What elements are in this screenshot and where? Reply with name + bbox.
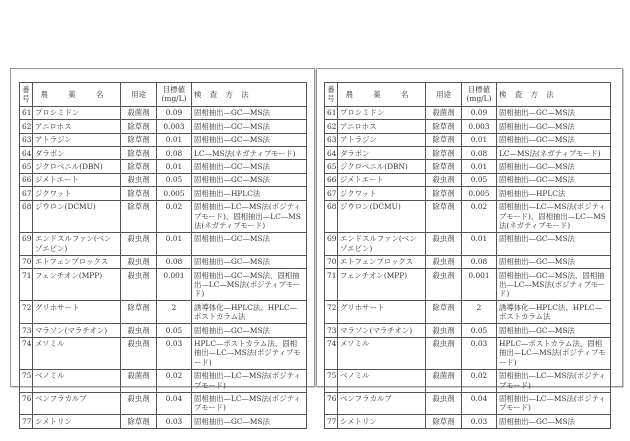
row-use: 除草剤: [121, 120, 157, 133]
row-use: 殺虫剤: [121, 392, 157, 415]
row-no: 68: [325, 200, 338, 232]
row-use: 殺虫剤: [426, 255, 462, 268]
row-name: メソミル: [338, 337, 426, 369]
row-value: 0.01: [462, 133, 497, 146]
row-no: 74: [20, 337, 33, 369]
table-row: [20, 160, 307, 173]
row-value: 0.03: [157, 337, 192, 369]
row-no: 66: [20, 173, 33, 186]
table-row: [20, 369, 307, 392]
row-use: 除草剤: [121, 301, 157, 324]
header-value-label: 目標値: [467, 85, 491, 94]
row-use: 殺菌剤: [426, 369, 462, 392]
row-value: 0.01: [157, 133, 192, 146]
header-value-label: 目標値: [162, 85, 186, 94]
row-method: 固相抽出—LC—MS法(ポジティブモード)、固相抽出—LC—MS法(ネガティブモード): [192, 200, 307, 232]
row-method: 固相抽出—GC—MS法: [192, 324, 307, 337]
row-value: 0.01: [462, 232, 497, 255]
row-name: ダラポン: [338, 147, 426, 160]
row-method: 固相抽出—GC—MS法: [497, 120, 611, 133]
row-method: 誘導体化—HPLC法、HPLC—ポストカラム法: [192, 301, 307, 324]
row-use: 除草剤: [426, 133, 462, 146]
row-no: 65: [325, 160, 338, 173]
row-value: 0.01: [157, 232, 192, 255]
row-value: 0.09: [157, 106, 192, 119]
row-value: 0.05: [157, 324, 192, 337]
row-name: グリホサート: [33, 301, 121, 324]
row-method: 固相抽出—GC—MS法: [192, 106, 307, 119]
row-name: マラソン(マラチオン): [33, 324, 121, 337]
row-use: 殺虫剤: [426, 232, 462, 255]
row-no: 70: [20, 255, 33, 268]
table-row: [20, 173, 307, 186]
table-row: [20, 200, 307, 232]
table-row: [325, 133, 611, 146]
row-method: 固相抽出—GC—MS法: [497, 173, 611, 186]
row-name: シメトリン: [33, 415, 121, 428]
row-no: 69: [20, 232, 33, 255]
header-value: [157, 83, 192, 107]
header-use: 用途: [121, 83, 157, 107]
row-no: 77: [20, 415, 33, 428]
row-value: 0.05: [462, 173, 497, 186]
row-name: アトラジン: [338, 133, 426, 146]
row-method: 固相抽出—HPLC法: [192, 187, 307, 200]
row-method: 固相抽出—LC—MS法(ポジティブモード): [497, 369, 611, 392]
row-value: 0.03: [462, 337, 497, 369]
row-use: 殺虫剤: [426, 269, 462, 301]
table-row: [325, 232, 611, 255]
table-row: [20, 106, 307, 119]
row-no: 72: [325, 301, 338, 324]
table-row: [20, 133, 307, 146]
row-use: 除草剤: [121, 415, 157, 428]
row-value: 0.04: [157, 392, 192, 415]
table-row: [20, 301, 307, 324]
header-name: 農 薬 名: [33, 83, 121, 107]
row-name: ベノミル: [338, 369, 426, 392]
row-name: アトラジン: [33, 133, 121, 146]
row-value: 2: [157, 301, 192, 324]
row-no: 62: [325, 120, 338, 133]
row-no: 63: [325, 133, 338, 146]
row-method: 固相抽出—GC—MS法: [192, 133, 307, 146]
row-use: 殺虫剤: [121, 337, 157, 369]
row-value: 0.08: [157, 147, 192, 160]
row-name: ジウロン(DCMU): [33, 200, 121, 232]
row-use: 除草剤: [426, 120, 462, 133]
row-name: エンドスルファン(ベンゾエピン): [338, 232, 426, 255]
row-method: HPLC—ポストカラム法、固相抽出—LC—MS法(ポジティブモード): [497, 337, 611, 369]
pesticide-table: [324, 82, 611, 429]
row-no: 61: [20, 106, 33, 119]
row-name: エトフェンプロックス: [33, 255, 121, 268]
row-value: 0.03: [157, 415, 192, 428]
row-use: 殺虫剤: [121, 255, 157, 268]
row-use: 殺虫剤: [121, 232, 157, 255]
table-row: [325, 106, 611, 119]
row-name: ジメトエート: [338, 173, 426, 186]
row-use: 殺虫剤: [121, 324, 157, 337]
table-row: [325, 147, 611, 160]
page-left: [10, 68, 315, 426]
table-row: [20, 324, 307, 337]
row-name: ベンフラカルブ: [33, 392, 121, 415]
header-value: [462, 83, 497, 107]
table-row: [20, 187, 307, 200]
row-use: 殺菌剤: [121, 106, 157, 119]
row-no: 67: [20, 187, 33, 200]
row-no: 65: [20, 160, 33, 173]
row-no: 64: [20, 147, 33, 160]
table-row: [325, 160, 611, 173]
row-method: 固相抽出—GC—MS法: [497, 160, 611, 173]
row-method: 固相抽出—GC—MS法: [497, 133, 611, 146]
row-value: 0.08: [462, 255, 497, 268]
table-row: [20, 337, 307, 369]
row-name: グリホサート: [338, 301, 426, 324]
table-row: [20, 392, 307, 415]
row-method: 固相抽出—GC—MS法: [497, 324, 611, 337]
table-row: [325, 324, 611, 337]
table-row: [325, 415, 611, 428]
row-no: 72: [20, 301, 33, 324]
row-use: 除草剤: [426, 415, 462, 428]
row-no: 68: [20, 200, 33, 232]
row-use: 殺虫剤: [426, 324, 462, 337]
row-method: 固相抽出—GC—MS法、固相抽出—LC—MS法(ポジティブモード): [192, 269, 307, 301]
row-method: 固相抽出—GC—MS法: [192, 120, 307, 133]
row-use: 殺虫剤: [121, 269, 157, 301]
row-name: ベンフラカルブ: [338, 392, 426, 415]
row-use: 除草剤: [426, 301, 462, 324]
row-method: 固相抽出—GC—MS法: [497, 232, 611, 255]
table-row: [325, 369, 611, 392]
table-row: [20, 415, 307, 428]
row-value: 0.005: [157, 187, 192, 200]
row-method: 固相抽出—GC—MS法: [192, 173, 307, 186]
row-use: 除草剤: [121, 133, 157, 146]
row-no: 75: [325, 369, 338, 392]
row-value: 0.02: [157, 369, 192, 392]
row-no: 76: [20, 392, 33, 415]
row-name: マラソン(マラチオン): [338, 324, 426, 337]
header-use: 用途: [426, 83, 462, 107]
row-no: 70: [325, 255, 338, 268]
row-use: 除草剤: [121, 200, 157, 232]
row-method: 固相抽出—GC—MS法、固相抽出—LC—MS法(ポジティブモード): [497, 269, 611, 301]
row-use: 殺虫剤: [426, 173, 462, 186]
row-use: 殺虫剤: [121, 173, 157, 186]
row-no: 71: [325, 269, 338, 301]
header-method: 検 査 方 法: [497, 83, 611, 107]
row-method: LC—MS法(ネガティブモード): [497, 147, 611, 160]
row-no: 67: [325, 187, 338, 200]
row-value: 0.02: [462, 369, 497, 392]
row-method: 誘導体化—HPLC法、HPLC—ポストカラム法: [497, 301, 611, 324]
table-row: [20, 269, 307, 301]
row-method: 固相抽出—LC—MS法(ポジティブモード): [192, 369, 307, 392]
row-use: 除草剤: [121, 147, 157, 160]
row-value: 0.08: [157, 255, 192, 268]
row-no: 73: [20, 324, 33, 337]
row-value: 0.03: [462, 415, 497, 428]
table-row: [20, 120, 307, 133]
row-no: 61: [325, 106, 338, 119]
row-method: 固相抽出—GC—MS法: [497, 106, 611, 119]
table-row: [325, 200, 611, 232]
row-name: フェンチオン(MPP): [338, 269, 426, 301]
row-no: 66: [325, 173, 338, 186]
row-value: 0.04: [462, 392, 497, 415]
row-name: エンドスルファン(ベンゾエピン): [33, 232, 121, 255]
table-row: [20, 232, 307, 255]
row-use: 除草剤: [426, 200, 462, 232]
table-row: [325, 269, 611, 301]
row-value: 0.05: [157, 173, 192, 186]
row-value: 0.003: [462, 120, 497, 133]
row-name: シメトリン: [338, 415, 426, 428]
row-method: 固相抽出—LC—MS法(ポジティブモード)、固相抽出—LC—MS法(ネガティブモード): [497, 200, 611, 232]
row-use: 除草剤: [426, 160, 462, 173]
row-value: 0.02: [157, 200, 192, 232]
row-name: メソミル: [33, 337, 121, 369]
row-use: 除草剤: [426, 187, 462, 200]
row-name: ジメトエート: [33, 173, 121, 186]
table-row: [325, 187, 611, 200]
row-method: 固相抽出—GC—MS法: [497, 415, 611, 428]
row-use: 除草剤: [426, 147, 462, 160]
header-value-unit: (mg/L): [466, 94, 492, 104]
row-name: ジクロベニル(DBN): [33, 160, 121, 173]
row-value: 0.003: [157, 120, 192, 133]
row-name: プロシミドン: [33, 106, 121, 119]
row-value: 0.01: [462, 160, 497, 173]
row-name: エトフェンプロックス: [338, 255, 426, 268]
row-name: フェンチオン(MPP): [33, 269, 121, 301]
row-method: 固相抽出—GC—MS法: [192, 160, 307, 173]
row-use: 殺菌剤: [426, 106, 462, 119]
row-no: 71: [20, 269, 33, 301]
row-value: 2: [462, 301, 497, 324]
row-no: 77: [325, 415, 338, 428]
table-row: [325, 255, 611, 268]
row-method: 固相抽出—GC—MS法: [192, 232, 307, 255]
row-name: プロシミドン: [338, 106, 426, 119]
row-value: 0.01: [157, 160, 192, 173]
row-use: 除草剤: [121, 187, 157, 200]
row-name: アニロホス: [33, 120, 121, 133]
table-row: [325, 392, 611, 415]
row-method: 固相抽出—GC—MS法: [192, 415, 307, 428]
row-value: 0.05: [462, 324, 497, 337]
row-method: 固相抽出—GC—MS法: [497, 255, 611, 268]
row-no: 73: [325, 324, 338, 337]
table-row: [20, 147, 307, 160]
table-row: [325, 120, 611, 133]
row-no: 75: [20, 369, 33, 392]
pesticide-table: [19, 82, 307, 429]
header-name: 農 薬 名: [338, 83, 426, 107]
row-no: 63: [20, 133, 33, 146]
row-value: 0.08: [462, 147, 497, 160]
row-method: 固相抽出—LC—MS法(ポジティブモード): [497, 392, 611, 415]
row-no: 74: [325, 337, 338, 369]
row-value: 0.09: [462, 106, 497, 119]
table-row: [325, 173, 611, 186]
row-value: 0.005: [462, 187, 497, 200]
row-name: ダラポン: [33, 147, 121, 160]
row-name: ジクワット: [338, 187, 426, 200]
row-name: ジクロベニル(DBN): [338, 160, 426, 173]
header-no: 番号: [20, 83, 33, 107]
row-no: 76: [325, 392, 338, 415]
table-row: [20, 255, 307, 268]
row-name: アニロホス: [338, 120, 426, 133]
row-value: 0.02: [462, 200, 497, 232]
row-use: 殺菌剤: [121, 369, 157, 392]
row-use: 殺虫剤: [426, 337, 462, 369]
row-name: ジウロン(DCMU): [338, 200, 426, 232]
row-value: 0.001: [462, 269, 497, 301]
header-method: 検 査 方 法: [192, 83, 307, 107]
row-method: 固相抽出—GC—MS法: [192, 255, 307, 268]
header-no: 番号: [325, 83, 338, 107]
page-right: [316, 68, 623, 426]
row-name: ベノミル: [33, 369, 121, 392]
row-method: HPLC—ポストカラム法、固相抽出—LC—MS法(ポジティブモード): [192, 337, 307, 369]
row-method: 固相抽出—LC—MS法(ポジティブモード): [192, 392, 307, 415]
row-method: 固相抽出—HPLC法: [497, 187, 611, 200]
row-no: 62: [20, 120, 33, 133]
row-no: 64: [325, 147, 338, 160]
table-row: [325, 337, 611, 369]
table-header: [325, 83, 611, 107]
header-value-unit: (mg/L): [161, 94, 187, 104]
row-use: 除草剤: [121, 160, 157, 173]
row-method: LC—MS法(ネガティブモード): [192, 147, 307, 160]
table-row: [325, 301, 611, 324]
row-no: 69: [325, 232, 338, 255]
row-name: ジクワット: [33, 187, 121, 200]
row-use: 殺虫剤: [426, 392, 462, 415]
table-header: [20, 83, 307, 107]
row-value: 0.001: [157, 269, 192, 301]
